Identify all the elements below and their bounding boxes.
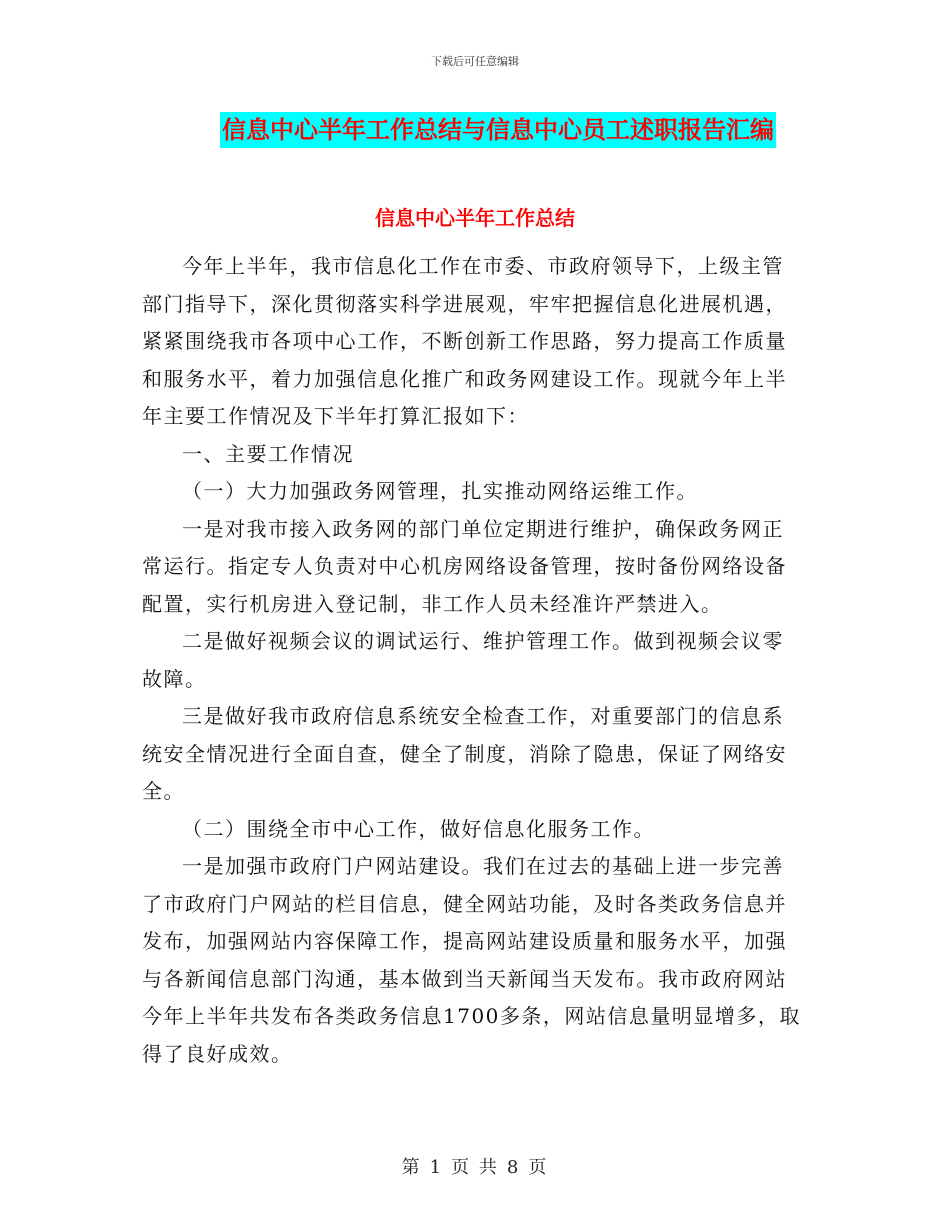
header-note: 下载后可任意编辑 xyxy=(431,55,519,68)
section-title: 信息中心半年工作总结 xyxy=(375,206,575,230)
footer-total-pages: 8 xyxy=(506,1157,521,1178)
footer-page-number: 1 xyxy=(429,1157,444,1178)
paragraph-item-4: 一是加强市政府门户网站建设。我们在过去的基础上进一步完善了市政府门户网站的栏目信息，健全网站功能，及时各类政务信息并发布，加强网站内容保障工作，提高网站建设质量和服务水平，加强与各新闻信息部门沟通，基本做到当天新闻当天发布。我市政府网站今年上半年共发布各类政务信息1700多条，网站信息量明显增多，取得了良好成效。 xyxy=(142,854,801,1066)
paragraph-subheading-1: （一）大力加强政务网管理，扎实推动网络运维工作。 xyxy=(182,479,698,503)
paragraph-heading-main-work: 一、主要工作情况 xyxy=(182,441,354,466)
paragraph-item-2: 二是做好视频会议的调试运行、维护管理工作。做到视频会议零故障。 xyxy=(142,629,784,691)
paragraph-subheading-2: （二）围绕全市中心工作，做好信息化服务工作。 xyxy=(182,816,655,841)
paragraph-item-3: 三是做好我市政府信息系统安全检查工作，对重要部门的信息系统安全情况进行全面自查，健全了制度，消除了隐患，保证了网络安全。 xyxy=(142,704,787,803)
document-body xyxy=(142,248,802,1073)
paragraph-intro: 今年上半年，我市信息化工作在市委、市政府领导下，上级主管部门指导下，深化贯彻落实科学进展观，牢牢把握信息化进展机遇，紧紧围绕我市各项中心工作，不断创新工作思路，努力提高工作质量和服务水平，着力加强信息化推广和政务网建设工作。现就今年上半年主要工作情况及下半年打算汇报如下： xyxy=(142,254,787,428)
document-title-wrap xyxy=(0,112,950,148)
page-footer xyxy=(0,1153,950,1179)
paragraph-item-1: 一是对我市接入政务网的部门单位定期进行维护，确保政务网正常运行。指定专人负责对中心机房网络设备管理，按时备份网络设备配置，实行机房进入登记制，非工作人员未经准许严禁进入。 xyxy=(142,516,787,616)
footer-prefix: 第 xyxy=(401,1157,422,1178)
footer-middle: 页 共 xyxy=(451,1157,499,1178)
document-title: 信息中心半年工作总结与信息中心员工述职报告汇编 xyxy=(220,112,776,148)
footer-suffix: 页 xyxy=(528,1157,549,1178)
